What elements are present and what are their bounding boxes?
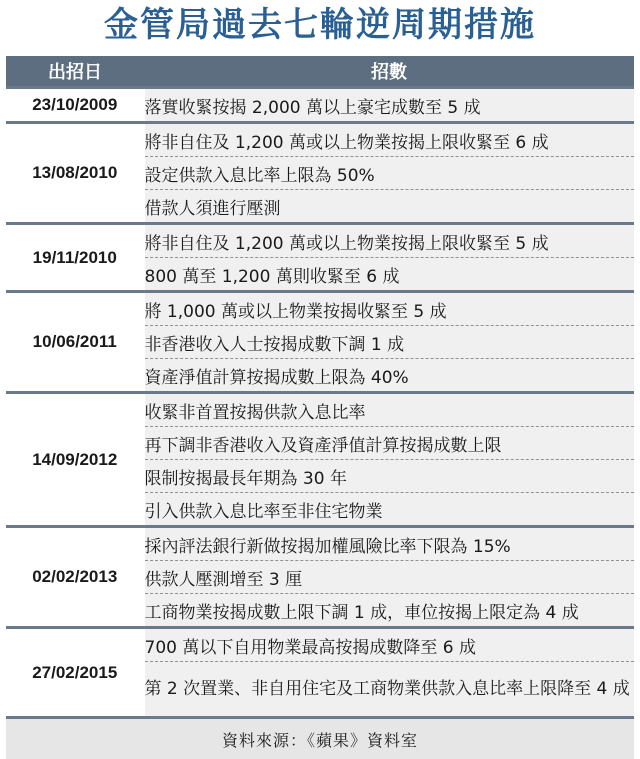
measure-item: 800 萬至 1,200 萬則收緊至 6 成 — [144, 258, 634, 292]
date-cell: 27/02/2015 — [6, 628, 144, 718]
measure-item: 將非自住及 1,200 萬或以上物業按揭上限收緊至 6 成 — [144, 123, 634, 157]
page-title: 金管局過去七輪逆周期措施 — [0, 0, 640, 54]
date-cell: 19/11/2010 — [6, 224, 144, 292]
measure-item: 採內評法銀行新做按揭加權風險比率下限為 15% — [144, 527, 634, 561]
measure-item: 限制按揭最長年期為 30 年 — [144, 460, 634, 493]
header-measures: 招數 — [144, 56, 634, 88]
header-date: 出招日 — [6, 56, 144, 88]
measure-item: 非香港收入人士按揭成數下調 1 成 — [144, 326, 634, 359]
measure-item: 收緊非首置按揭供款入息比率 — [144, 393, 634, 427]
measure-item: 將非自住及 1,200 萬或以上物業按揭上限收緊至 5 成 — [144, 224, 634, 258]
date-cell: 23/10/2009 — [6, 88, 144, 123]
table-row — [6, 88, 634, 123]
measure-item: 落實收緊按揭 2,000 萬以上豪宅成數至 5 成 — [144, 88, 634, 123]
measure-item: 供款人壓測增至 3 厘 — [144, 561, 634, 594]
source-row — [6, 718, 634, 759]
table-row — [6, 393, 634, 427]
measures-table — [6, 56, 634, 759]
table-body — [6, 88, 634, 718]
header-row — [6, 56, 634, 88]
measure-item: 工商物業按揭成數上限下調 1 成，車位按揭上限定為 4 成 — [144, 594, 634, 628]
date-cell: 13/08/2010 — [6, 123, 144, 224]
table-row — [6, 123, 634, 157]
table-row — [6, 292, 634, 326]
measure-item: 700 萬以下自用物業最高按揭成數降至 6 成 — [144, 628, 634, 662]
date-cell: 02/02/2013 — [6, 527, 144, 628]
measure-item: 資產淨值計算按揭成數上限為 40% — [144, 359, 634, 393]
date-cell: 14/09/2012 — [6, 393, 144, 527]
table-row — [6, 527, 634, 561]
measure-item: 設定供款入息比率上限為 50% — [144, 157, 634, 190]
table-row — [6, 628, 634, 662]
table-row — [6, 224, 634, 258]
measure-item: 將 1,000 萬或以上物業按揭收緊至 5 成 — [144, 292, 634, 326]
measure-item: 第 2 次置業、非自用住宅及工商物業供款入息比率上限降至 4 成 — [144, 662, 634, 718]
measure-item: 引入供款入息比率至非住宅物業 — [144, 493, 634, 527]
measure-item: 再下調非香港收入及資產淨值計算按揭成數上限 — [144, 427, 634, 460]
measure-item: 借款人須進行壓測 — [144, 190, 634, 224]
source-note: 資料來源：《蘋果》資料室 — [6, 718, 634, 759]
date-cell: 10/06/2011 — [6, 292, 144, 393]
